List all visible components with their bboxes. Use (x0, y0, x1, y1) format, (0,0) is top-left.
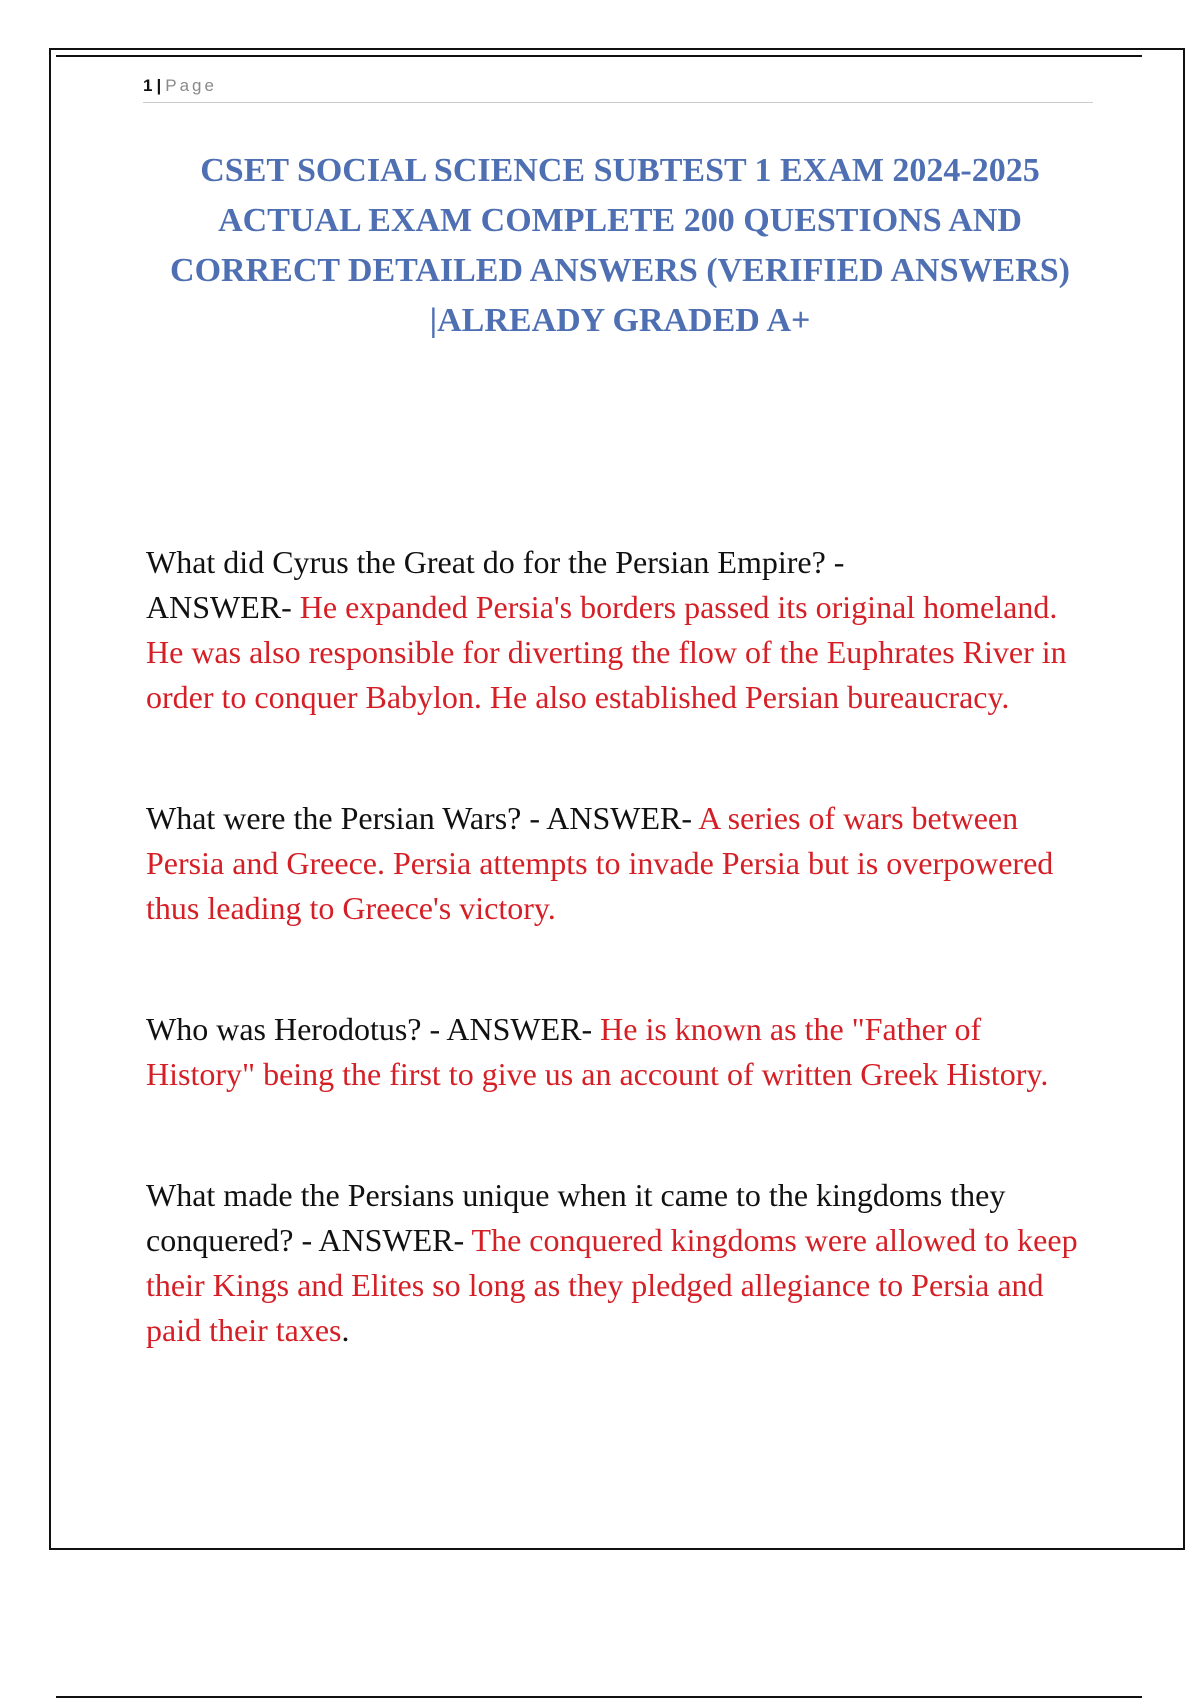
qa-item (146, 1007, 1092, 1097)
answer-text: A series of wars between Persia and Greece. Persia attempts to invade Persia but is overpowered thus leading to Greece's victory. (146, 800, 1054, 926)
question-text: What did Cyrus the Great do for the Persian Empire? - (146, 544, 845, 580)
qa-item (146, 796, 1092, 931)
answer-text: He is known as the "Father of History" being the first to give us an account of written Greek History. (146, 1011, 1049, 1092)
answer-label: ANSWER- (146, 589, 292, 625)
page-header (143, 74, 1093, 103)
question-text: Who was Herodotus? - (146, 1011, 441, 1047)
qa-item (146, 540, 1092, 720)
answer-label: ANSWER- (446, 1011, 593, 1047)
qa-list (146, 540, 1092, 1429)
page-word: Page (165, 76, 217, 95)
top-rule (56, 55, 1142, 57)
answer-label: ANSWER- (546, 800, 692, 836)
qa-item (146, 1173, 1092, 1353)
answer-text: The conquered kingdoms were allowed to keep their Kings and Elites so long as they pledged allegiance to Persia and paid their taxes (146, 1222, 1078, 1348)
answer-label: ANSWER- (318, 1222, 465, 1258)
answer-text: He expanded Persia's borders passed its original homeland. He was also responsible for diverting the flow of the Euphrates River in order to conquer Babylon. He also established Persian bureaucracy. (146, 589, 1067, 715)
page-number: 1 (143, 76, 153, 95)
answer-trailing-period: . (341, 1312, 350, 1348)
page-separator: | (156, 76, 162, 95)
question-text: What made the Persians unique when it came to the kingdoms they conquered? - (146, 1177, 1006, 1258)
question-text: What were the Persian Wars? - (146, 800, 540, 836)
document-title: CSET SOCIAL SCIENCE SUBTEST 1 EXAM 2024-2025 ACTUAL EXAM COMPLETE 200 QUESTIONS AND CORRECT DETAILED ANSWERS (VERIFIED ANSWERS) |ALREADY GRADED A+ (170, 152, 1070, 339)
next-page-rule (56, 1696, 1142, 1698)
